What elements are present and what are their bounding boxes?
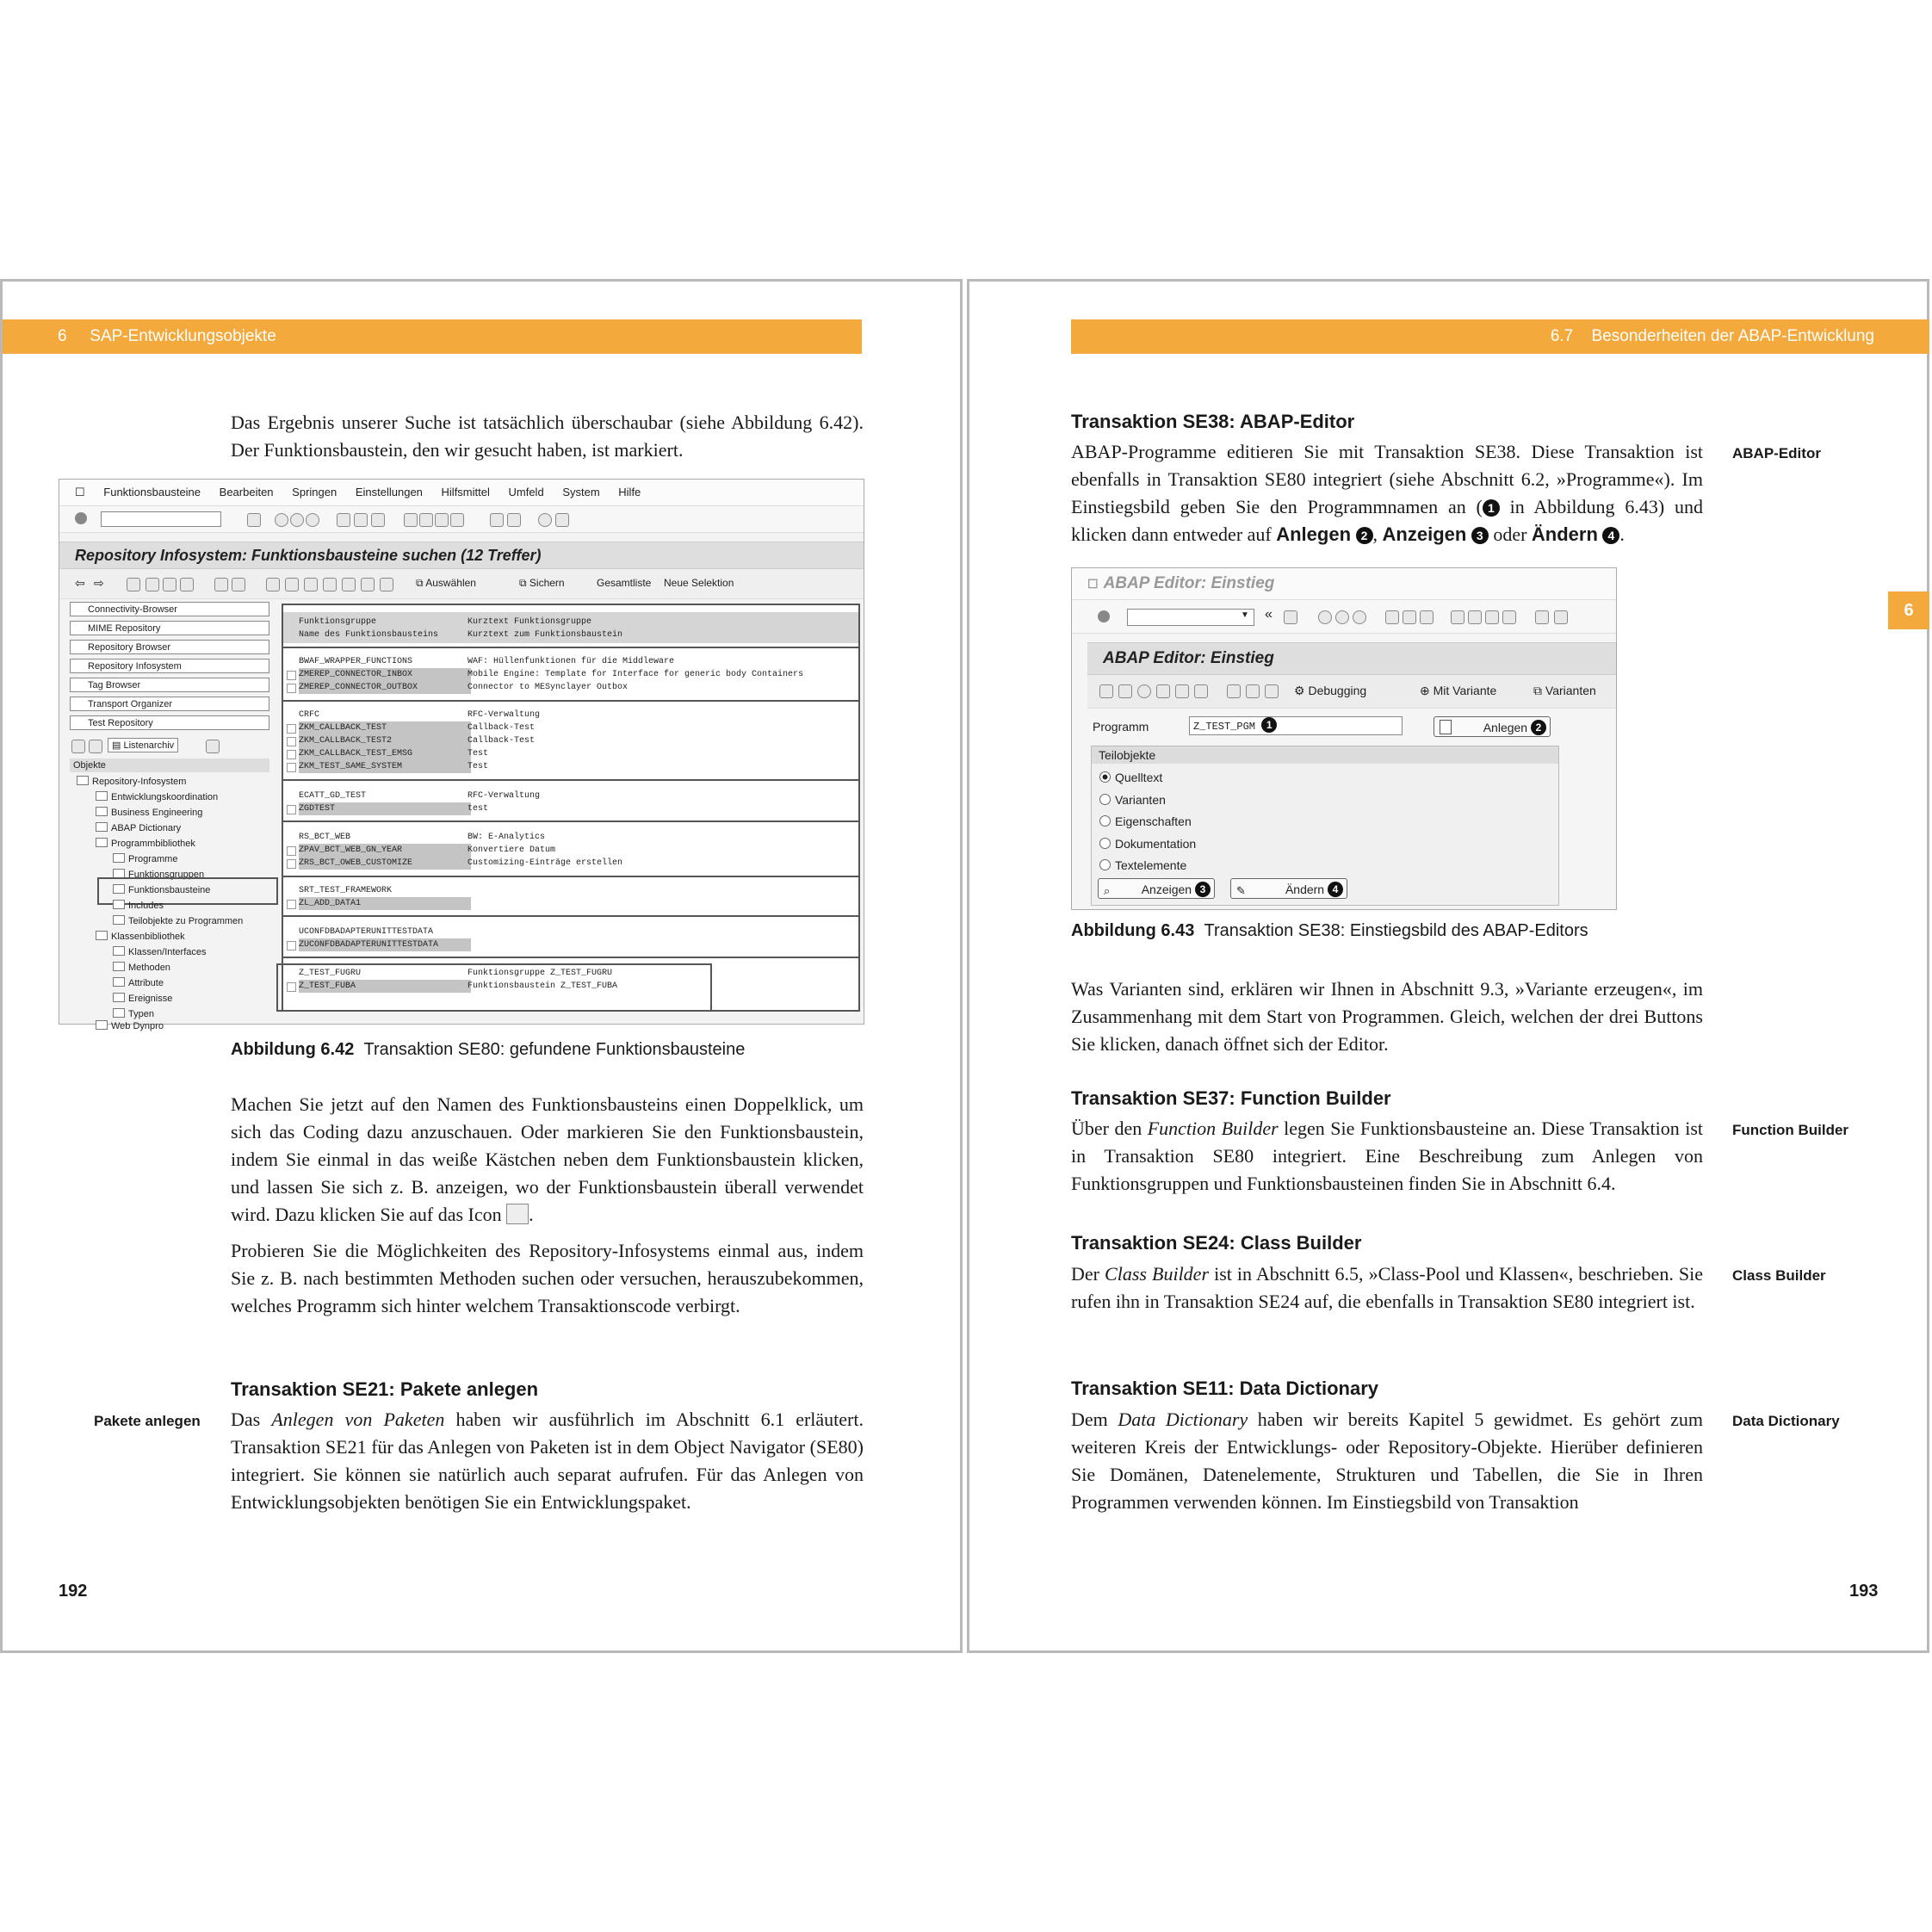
row-checkbox[interactable] — [287, 763, 296, 772]
sap-screen-title: Repository Infosystem: Funktionsbausteine suchen (12 Treffer) — [59, 542, 864, 569]
tree-item[interactable]: Includes — [113, 900, 164, 912]
cancel-icon[interactable] — [1353, 610, 1366, 624]
new-selection-button[interactable]: Neue Selektion — [664, 577, 734, 589]
cell: SRT_TEST_FRAMEWORK — [299, 886, 393, 895]
cell: BWAF_WRAPPER_FUNCTIONS — [299, 657, 413, 666]
where-used-list-icon — [506, 1204, 529, 1224]
cell: BW: E-Analytics — [468, 833, 546, 842]
row-checkbox[interactable] — [287, 805, 296, 814]
print-icon[interactable] — [1385, 610, 1399, 624]
header-col: Funktionsgruppe — [299, 617, 377, 627]
nav-button-test-repository[interactable]: Test Repository — [70, 715, 269, 730]
info-icon[interactable] — [1194, 684, 1208, 698]
sap-application-toolbar — [59, 569, 864, 599]
cell: ZUCONFDBADAPTERUNITTESTDATA — [299, 938, 471, 951]
programm-input[interactable] — [1189, 716, 1403, 735]
execute-icon[interactable] — [1265, 684, 1279, 698]
emphasis: Anlegen von Paketen — [271, 1409, 445, 1430]
margin-note-data-dictionary: Data Dictionary — [1732, 1413, 1840, 1429]
marker-3: 3 — [1195, 882, 1211, 897]
expand-icon[interactable] — [71, 740, 85, 753]
paragraph-text: haben wir ausführlich im Abschnitt 6.1 erläutert. Transaktion SE21 für das Anlegen von Paketen ist in dem Object Navigator (SE80) integriert. Sie können sie natürlich auch separat aufrufen. Für das Anlegen von Entwicklungsobjekten benötigen Sie ein Entwicklungspaket. — [231, 1409, 864, 1513]
tree-item[interactable]: Funktionsgruppen — [113, 869, 204, 881]
caption-number: Abbildung 6.43 — [1071, 921, 1195, 940]
with-variant-label: Mit Variante — [1433, 684, 1497, 697]
caption-6-43 — [1071, 919, 1588, 943]
nav-button-repository-browser[interactable]: Repository Browser — [70, 640, 269, 654]
tree-item[interactable]: Klassen/Interfaces — [113, 946, 207, 958]
tree-item[interactable]: Methoden — [113, 962, 170, 974]
sap-screen-title: ABAP Editor: Einstieg — [1087, 642, 1616, 675]
print-icon[interactable] — [337, 513, 350, 527]
cell: ZKM_CALLBACK_TEST — [299, 721, 471, 734]
cell: Z_TEST_FUBA — [299, 980, 471, 993]
separator — [283, 957, 858, 958]
menu-item[interactable]: Funktionsbausteine — [103, 486, 201, 498]
aendern-label: Ändern — [1285, 882, 1325, 896]
nav-button-connectivity-browser[interactable]: Connectivity-Browser — [70, 602, 269, 616]
cell: Connector to MESynclayer Outbox — [468, 683, 629, 692]
row-checkbox[interactable] — [287, 671, 296, 680]
dropdown-chevron-icon[interactable]: ▼ — [1241, 610, 1249, 620]
pencil-icon: ✎ — [1236, 884, 1246, 897]
paragraph-text: Über den — [1071, 1118, 1148, 1139]
left-paragraph-3: Probieren Sie die Möglichkeiten des Repository-Infosystems einmal aus, indem Sie z. B. nach bestimmten Methoden suchen oder versuchen, herauszubekommen, welches Programm sich hinter welchem Transaktionscode verbirgt. — [231, 1240, 864, 1316]
nav-button-repository-infosystem[interactable]: Repository Infosystem — [70, 659, 269, 673]
check-icon[interactable] — [1098, 610, 1110, 622]
row-checkbox[interactable] — [287, 846, 296, 856]
close-icon[interactable] — [206, 740, 220, 753]
term-anlegen: Anlegen — [1276, 523, 1352, 545]
cell: ZPAV_BCT_WEB_GN_YEAR — [299, 844, 471, 857]
section-number: 6.7 — [1550, 327, 1574, 345]
last-page-icon[interactable] — [450, 513, 464, 527]
caption-number: Abbildung 6.42 — [231, 1040, 355, 1059]
row-checkbox[interactable] — [287, 684, 296, 693]
tree-item[interactable]: Typen — [113, 1008, 154, 1020]
cell: ZKM_CALLBACK_TEST_EMSG — [299, 747, 471, 760]
print-list-icon[interactable] — [266, 578, 280, 591]
new-session-icon[interactable] — [490, 513, 504, 527]
cell: CRFC — [299, 710, 320, 720]
section-title: Besonderheiten der ABAP-Entwicklung — [1591, 327, 1874, 345]
objects-header: Objekte — [70, 759, 269, 772]
command-field[interactable] — [1127, 609, 1254, 626]
menu-item[interactable]: Springen — [292, 486, 337, 498]
save-icon[interactable] — [247, 513, 261, 527]
window-title: ABAP Editor: Einstieg — [1103, 574, 1275, 592]
cell: RS_BCT_WEB — [299, 833, 351, 842]
glasses-icon: ⌕ — [1104, 884, 1111, 897]
hierarchy-icon[interactable] — [180, 578, 194, 591]
edit-icon[interactable] — [1099, 684, 1113, 698]
back-icon[interactable] — [1318, 610, 1332, 624]
teilobjekte-header: Teilobjekte — [1092, 746, 1558, 764]
menu-item[interactable]: System — [562, 486, 600, 498]
right-paragraph-5 — [1071, 1406, 1703, 1516]
paragraph-text: . — [1619, 523, 1625, 545]
row-checkbox[interactable] — [287, 724, 296, 734]
right-running-header — [1071, 319, 1929, 354]
margin-note-class-builder: Class Builder — [1732, 1267, 1826, 1284]
variants-button[interactable]: ⧉ Varianten — [1533, 684, 1596, 697]
caption-6-42 — [231, 1037, 745, 1062]
tree-item[interactable]: Ereignisse — [113, 993, 172, 1005]
nav-button-transport-organizer[interactable]: Transport Organizer — [70, 697, 269, 711]
select-label: Auswählen — [425, 577, 476, 589]
table-icon[interactable] — [232, 578, 245, 591]
radio-quelltext[interactable]: Quelltext — [1099, 770, 1162, 785]
cell: ZRS_BCT_OWEB_CUSTOMIZE — [299, 857, 471, 870]
heading-se21: Transaktion SE21: Pakete anlegen — [231, 1378, 539, 1400]
sap-navigator-panel — [59, 597, 275, 1031]
cell: ZMEREP_CONNECTOR_INBOX — [299, 668, 471, 681]
separator — [283, 820, 858, 822]
marker-2: 2 — [1531, 720, 1546, 735]
save-icon[interactable] — [1284, 610, 1297, 624]
caption-text: Transaktion SE80: gefundene Funktionsbausteine — [363, 1040, 746, 1059]
tree-item-selected[interactable]: Funktionsbausteine — [113, 884, 210, 896]
left-paragraph-4 — [231, 1406, 864, 1516]
cell: UCONFDBADAPTERUNITTESTDATA — [299, 927, 434, 937]
separator — [283, 915, 858, 917]
next-page-icon[interactable] — [1485, 610, 1499, 624]
nav-button-tag-browser[interactable]: Tag Browser — [70, 678, 269, 692]
radio-textelemente[interactable]: Textelemente — [1099, 858, 1186, 873]
marker-4: 4 — [1602, 527, 1619, 544]
edit-icon[interactable] — [127, 578, 140, 591]
tree-item[interactable]: Entwicklungskoordination — [96, 791, 218, 803]
margin-note-abap-editor: ABAP-Editor — [1732, 445, 1821, 461]
list-archive-button[interactable]: ▤ Listenarchiv — [108, 738, 178, 752]
window-icon: ☐ — [1087, 577, 1099, 591]
anlegen-button[interactable] — [1434, 716, 1551, 737]
heading-se37: Transaktion SE37: Function Builder — [1071, 1087, 1391, 1109]
debugging-button[interactable]: ⚙ Debugging — [1294, 684, 1367, 697]
delete-icon[interactable] — [1227, 684, 1241, 698]
separator — [283, 700, 858, 702]
cell: Callback-Test — [468, 723, 536, 733]
with-variant-button[interactable]: ⊕ Mit Variante — [1420, 684, 1497, 697]
next-page-icon[interactable] — [435, 513, 449, 527]
header-col: Kurztext Funktionsgruppe — [468, 617, 592, 627]
paragraph-text: ABAP-Programme editieren Sie mit Transaktion SE38. Diese Transaktion ist ebenfalls in Transaktion SE80 integriert (siehe Abschnitt 6.2, »Programme«). Im Einstiegsbild geben Sie den Programmnamen an ( — [1071, 441, 1703, 517]
document-icon — [1440, 720, 1452, 734]
left-page — [0, 279, 963, 1653]
sap-standard-toolbar — [1072, 600, 1616, 634]
emphasis: Data Dictionary — [1118, 1409, 1248, 1430]
display-change-icon[interactable] — [146, 578, 159, 591]
marker-1: 1 — [1261, 717, 1277, 733]
left-paragraph-2: Machen Sie jetzt auf den Namen des Funktionsbausteins einen Doppelklick, um sich das Coding dazu anzuschauen. Oder markieren Sie den Funktionsbaustein, indem Sie einmal in das weiße Kästchen neben dem Funktionsbaustein klicken, und lassen Sie sich z. B. anzeigen, wo der Funktionsbaustein überall verwendet wird. Dazu klicken Sie auf das Icon . — [231, 1093, 864, 1225]
cell: Funktionsgruppe Z_TEST_FUGRU — [468, 969, 613, 978]
figure-6-42-screenshot — [59, 479, 864, 1031]
separator — [283, 876, 858, 877]
export-icon[interactable] — [323, 578, 337, 591]
last-page-icon[interactable] — [1502, 610, 1516, 624]
row-checkbox[interactable] — [287, 750, 296, 759]
find-icon[interactable] — [354, 513, 368, 527]
sap-application-toolbar — [1087, 675, 1616, 709]
right-paragraph-4 — [1071, 1260, 1703, 1316]
shortcut-icon[interactable] — [1554, 610, 1568, 624]
programm-label: Programm — [1093, 720, 1149, 734]
find-next-icon[interactable] — [1420, 610, 1434, 624]
right-paragraph-2: Was Varianten sind, erklären wir Ihnen in Abschnitt 9.3, »Variante erzeugen«, im Zusammenhang mit dem Start von Programmen. Gleich, welchen der drei Buttons Sie klicken, danach öffnet sich der Editor. — [1071, 978, 1703, 1055]
figure-6-43-screenshot — [1071, 567, 1617, 910]
right-paragraph-3 — [1071, 1115, 1703, 1198]
forward-arrow-icon[interactable]: ⇨ — [94, 576, 104, 590]
left-running-header — [3, 319, 862, 354]
paragraph-text: Dem — [1071, 1409, 1118, 1430]
margin-note-pakete: Pakete anlegen — [94, 1413, 201, 1429]
anzeigen-button[interactable] — [1098, 878, 1215, 899]
exit-icon[interactable] — [1335, 610, 1349, 624]
back-icon[interactable] — [275, 513, 288, 527]
chapter-title: SAP-Entwicklungsobjekte — [90, 327, 276, 345]
tree-item[interactable]: Programmbibliothek — [96, 838, 195, 850]
cell: WAF: Hüllenfunktionen für die Middleware — [468, 657, 675, 666]
pencil-icon[interactable] — [1118, 684, 1132, 698]
row-checkbox[interactable] — [287, 737, 296, 746]
menu-item[interactable]: Einstellungen — [355, 486, 423, 498]
select-all-icon[interactable] — [214, 578, 228, 591]
aendern-button[interactable] — [1230, 878, 1347, 899]
debugging-label: Debugging — [1308, 684, 1367, 697]
cell: Test — [468, 762, 489, 771]
cell: test — [468, 804, 489, 814]
term-aendern: Ändern — [1531, 523, 1598, 545]
radio-eigenschaften[interactable]: Eigenschaften — [1099, 814, 1192, 829]
cell: ZL_ADD_DATA1 — [299, 897, 471, 910]
menu-icon: ☐ — [75, 486, 85, 498]
left-paragraph-1: Das Ergebnis unserer Suche ist tatsächlich überschaubar (siehe Abbildung 6.42). Der Funktionsbaustein, den wir gesucht haben, ist markiert. — [231, 412, 864, 461]
emphasis: Function Builder — [1147, 1118, 1279, 1139]
paragraph-text: Der — [1071, 1263, 1105, 1285]
radio-dokumentation[interactable]: Dokumentation — [1099, 836, 1196, 851]
find-next-icon[interactable] — [371, 513, 385, 527]
check-syntax-icon[interactable] — [1137, 684, 1151, 698]
tree-item[interactable]: Klassenbibliothek — [96, 931, 185, 943]
separator-text: , — [1372, 523, 1383, 545]
programm-value: Z_TEST_PGM — [1193, 721, 1256, 733]
cell: ZGDTEST — [299, 802, 471, 815]
funnel-icon[interactable] — [361, 578, 375, 591]
command-field[interactable] — [101, 511, 221, 527]
menu-item[interactable]: Hilfe — [618, 486, 641, 498]
search-icon[interactable] — [380, 578, 393, 591]
first-page-icon[interactable] — [404, 513, 418, 527]
cell: Z_TEST_FUGRU — [299, 969, 362, 978]
row-checkbox[interactable] — [287, 900, 296, 909]
marker-2: 2 — [1356, 527, 1373, 544]
cell: RFC-Verwaltung — [468, 710, 541, 720]
window-title-bar — [1072, 568, 1616, 600]
sort-icon[interactable] — [304, 578, 318, 591]
select-button[interactable]: ⧉ Auswählen — [416, 577, 476, 589]
filter-icon[interactable] — [285, 578, 299, 591]
tree-item[interactable]: ABAP Dictionary — [96, 822, 181, 834]
cell: Konvertiere Datum — [468, 845, 556, 855]
heading-se38: Transaktion SE38: ABAP-Editor — [1071, 411, 1355, 432]
cell: ECATT_GD_TEST — [299, 791, 367, 801]
radio-varianten[interactable]: Varianten — [1099, 792, 1166, 808]
tree-item[interactable]: Teilobjekte zu Programmen — [113, 915, 243, 927]
cell: ZKM_TEST_SAME_SYSTEM — [299, 760, 471, 773]
paragraph-text: ist in Abschnitt 6.5, »Class-Pool und Klassen«, beschrieben. Sie rufen ihn in Transaktion SE24 auf, die ebenfalls in Transaktion SE80 integriert ist. — [1071, 1263, 1703, 1312]
tree-item[interactable]: Repository-Infosystem — [77, 776, 186, 788]
prev-page-icon[interactable] — [419, 513, 433, 527]
back-arrows-icon[interactable]: « — [1265, 607, 1273, 622]
paragraph-text: haben wir bereits Kapitel 5 gewidmet. Es gehört zum weiteren Kreis der Entwicklungs- oder Repository-Objekte. Hierüber definieren Sie Domänen, Datenelemente, Strukturen und Tabellen, die Sie in Ihren Programmen verwenden können. Im Einstiegsbild von Transaktion — [1071, 1409, 1703, 1513]
tree-item[interactable]: Programme — [113, 853, 177, 865]
layout-icon[interactable] — [555, 513, 569, 527]
result-highlight-box — [276, 963, 712, 1012]
cell: Funktionsbaustein Z_TEST_FUBA — [468, 981, 618, 991]
emphasis: Class Builder — [1105, 1263, 1210, 1285]
cell: Customizing-Einträge erstellen — [468, 858, 623, 868]
new-session-icon[interactable] — [1535, 610, 1549, 624]
menu-item[interactable]: Umfeld — [508, 486, 544, 498]
full-list-button[interactable]: Gesamtliste — [597, 577, 652, 589]
cancel-icon[interactable] — [306, 513, 319, 527]
detail-icon[interactable] — [342, 578, 356, 591]
cell: Callback-Test — [468, 736, 536, 746]
paragraph-text: Machen Sie jetzt auf den Namen des Funktionsbausteins einen Doppelklick, um sich das Coding dazu anzuschauen. Oder markieren Sie den Funktionsbaustein, indem Sie einmal in das weiße Kästchen neben dem Funktionsbaustein klicken, und lassen Sie sich z. B. anzeigen, wo der Funktionsbaustein überall verwendet wird. Dazu klicken Sie auf das Icon — [231, 1093, 864, 1225]
anzeigen-label: Anzeigen — [1141, 882, 1192, 896]
sap-standard-toolbar — [59, 506, 864, 533]
sap-menubar — [59, 480, 864, 506]
paragraph-text: legen Sie Funktionsbausteine an. Diese Transaktion ist in Transaktion SE80 integriert. Eine Beschreibung zum Anlegen von Funktionsgruppen und Funktionsbausteinen finden Sie in Abschnitt 6.4. — [1071, 1118, 1704, 1194]
list-archive-label: Listenarchiv — [123, 740, 175, 751]
prev-page-icon[interactable] — [1468, 610, 1482, 624]
cell: ZMEREP_CONNECTOR_OUTBOX — [299, 681, 471, 694]
menu-item[interactable]: Hilfsmittel — [441, 486, 490, 498]
marker-3: 3 — [1471, 527, 1489, 544]
paragraph-text: in Abbildung 6.43) und klicken dann entweder auf — [1071, 496, 1703, 545]
margin-note-function-builder: Function Builder — [1732, 1122, 1849, 1138]
tree-item[interactable]: Attribute — [113, 977, 164, 989]
heading-se11: Transaktion SE11: Data Dictionary — [1071, 1378, 1379, 1399]
cell: RFC-Verwaltung — [468, 791, 541, 801]
cell: Mobile Engine: Template for Interface for generic body Containers — [468, 670, 804, 679]
paragraph-text: oder — [1488, 523, 1532, 545]
menu-item[interactable]: Bearbeiten — [219, 486, 274, 498]
separator — [283, 779, 858, 781]
right-page — [967, 279, 1929, 1653]
help-icon[interactable] — [538, 513, 552, 527]
first-page-icon[interactable] — [1451, 610, 1464, 624]
row-checkbox[interactable] — [287, 859, 296, 869]
check-icon[interactable] — [75, 512, 87, 524]
separator — [283, 647, 858, 648]
copy-icon[interactable] — [1246, 684, 1260, 698]
caption-text: Transaktion SE38: Einstiegsbild des ABAP-Editors — [1204, 921, 1588, 940]
collapse-icon[interactable] — [89, 740, 102, 753]
tree-item[interactable]: Business Engineering — [96, 807, 202, 819]
hierarchy-icon[interactable] — [1175, 684, 1189, 698]
result-list — [282, 604, 860, 1012]
header-col: Kurztext zum Funktionsbaustein — [468, 630, 623, 640]
marker-4: 4 — [1328, 882, 1343, 897]
chapter-number: 6 — [58, 327, 67, 345]
back-arrow-icon[interactable]: ⇦ — [75, 576, 85, 590]
page-number-left: 192 — [59, 1582, 88, 1601]
nav-button-mime-repository[interactable]: MIME Repository — [70, 621, 269, 635]
tree-item[interactable]: Web Dynpro — [96, 1020, 164, 1025]
anlegen-label: Anlegen — [1483, 721, 1528, 734]
heading-se24: Transaktion SE24: Class Builder — [1071, 1232, 1362, 1254]
save-list-label: Sichern — [529, 577, 565, 589]
row-checkbox[interactable] — [287, 941, 296, 951]
cell: Test — [468, 749, 489, 759]
header-col: Name des Funktionsbausteins — [299, 630, 439, 640]
activate-icon[interactable] — [1156, 684, 1170, 698]
term-anzeigen: Anzeigen — [1382, 523, 1467, 545]
marker-1: 1 — [1483, 499, 1500, 517]
cell: ZKM_CALLBACK_TEST2 — [299, 734, 471, 747]
paragraph-text: Das — [231, 1409, 272, 1430]
variants-label: Varianten — [1545, 684, 1596, 697]
page-number-right: 193 — [1849, 1582, 1879, 1601]
chapter-tab: 6 — [1888, 591, 1929, 629]
right-paragraph-1 — [1071, 438, 1703, 548]
shortcut-icon[interactable] — [507, 513, 521, 527]
where-used-icon[interactable] — [163, 578, 176, 591]
find-icon[interactable] — [1403, 610, 1416, 624]
save-list-button[interactable]: ⧉ Sichern — [519, 577, 565, 589]
exit-icon[interactable] — [290, 513, 304, 527]
